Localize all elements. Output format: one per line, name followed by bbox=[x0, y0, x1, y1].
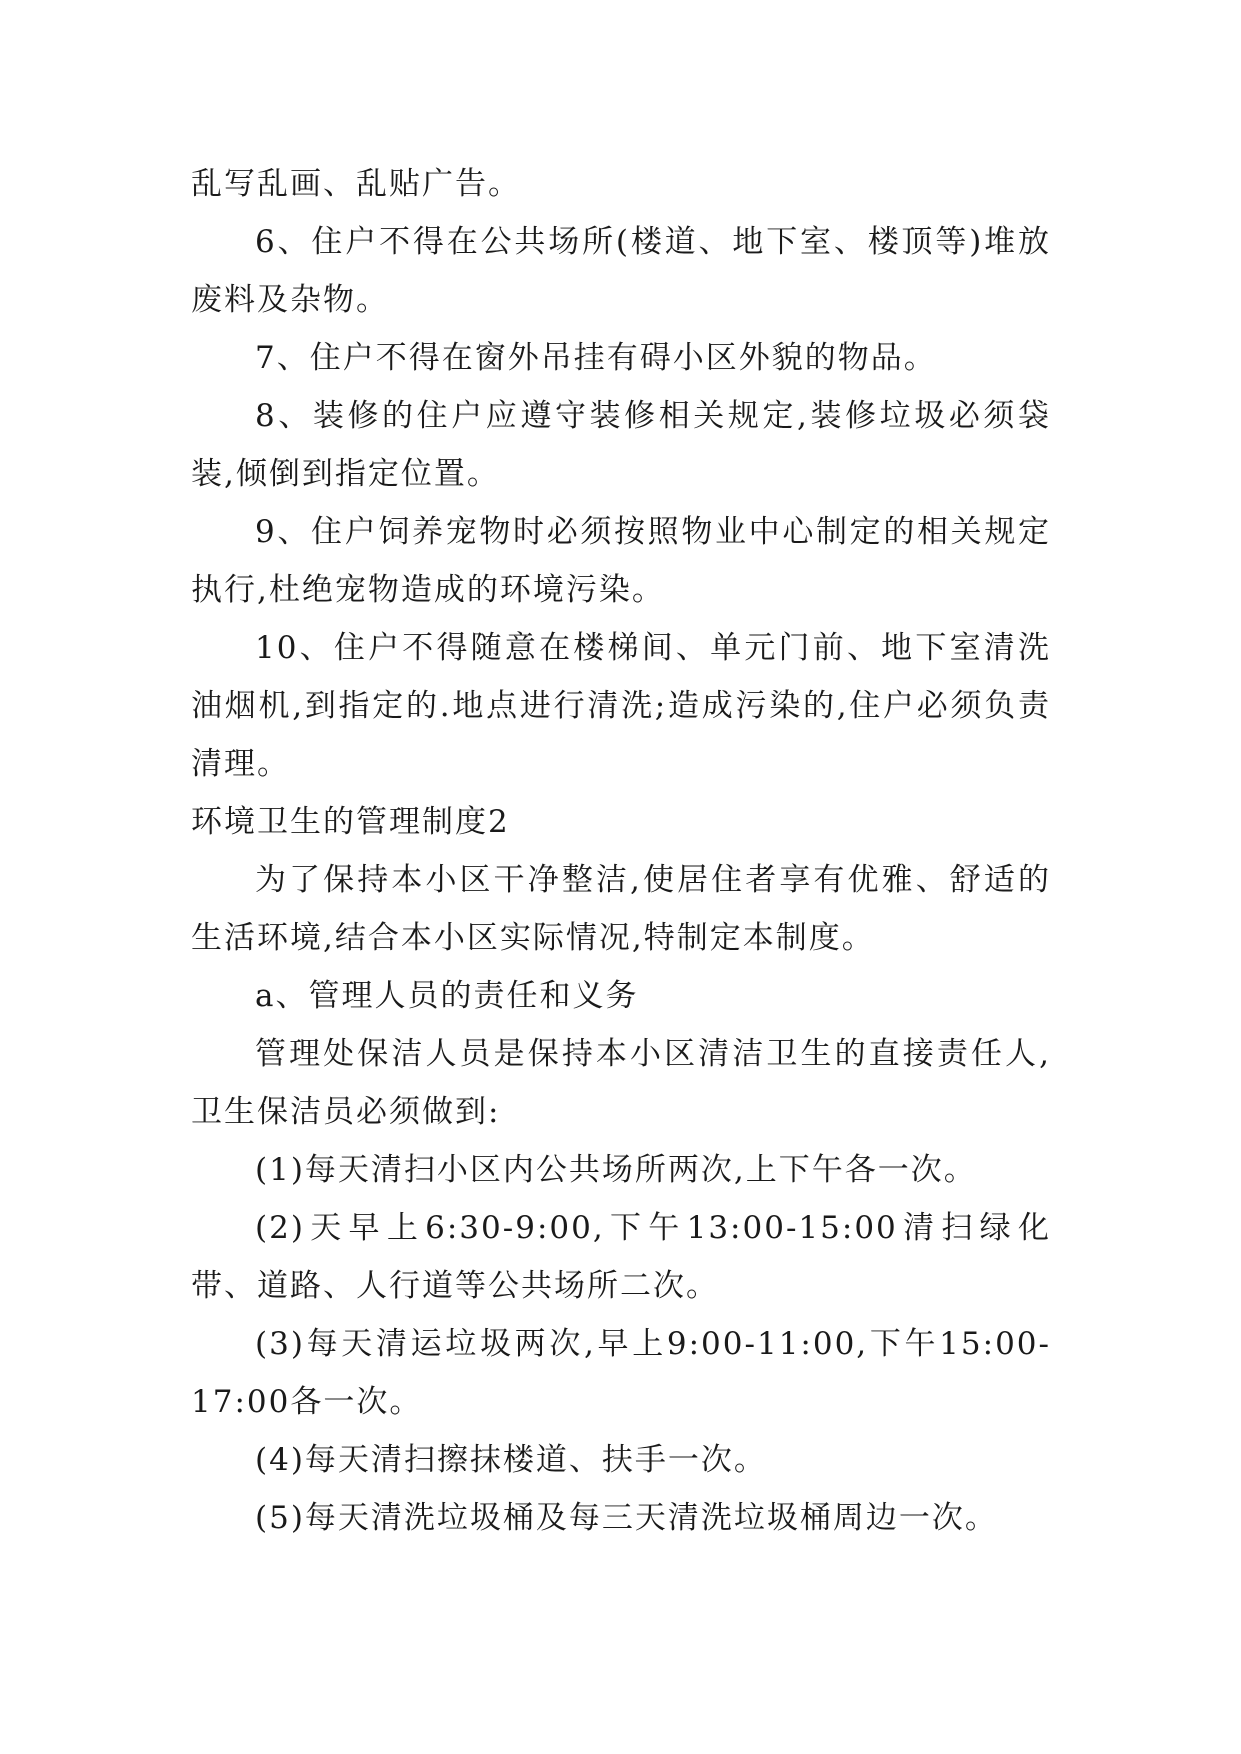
paragraph-item-9: 9、住户饲养宠物时必须按照物业中心制定的相关规定执行,杜绝宠物造成的环境污染。 bbox=[191, 514, 1051, 608]
paragraph-continuation: 乱写乱画、乱贴广告。 bbox=[191, 166, 521, 202]
duty-item-3: (3)每天清运垃圾两次,早上9:00-11:00,下午15:00-17:00各一次。 bbox=[191, 1326, 1051, 1420]
subheading-a: a、管理人员的责任和义务 bbox=[255, 978, 639, 1014]
duty-item-5: (5)每天清洗垃圾桶及每三天清洗垃圾桶周边一次。 bbox=[255, 1500, 998, 1536]
paragraph-item-8: 8、装修的住户应遵守装修相关规定,装修垃圾必须袋装,倾倒到指定位置。 bbox=[191, 398, 1051, 492]
duty-item-1: (1)每天清扫小区内公共场所两次,上下午各一次。 bbox=[255, 1152, 977, 1188]
duty-item-2: (2)天早上6:30-9:00,下午13:00-15:00清扫绿化带、道路、人行道等公共场所二次。 bbox=[191, 1210, 1051, 1304]
paragraph-cleaner-duties: 管理处保洁人员是保持本小区清洁卫生的直接责任人,卫生保洁员必须做到: bbox=[191, 1036, 1051, 1130]
paragraph-item-10: 10、住户不得随意在楼梯间、单元门前、地下室清洗油烟机,到指定的.地点进行清洗;造成污染的,住户必须负责清理。 bbox=[191, 630, 1051, 782]
paragraph-item-7: 7、住户不得在窗外吊挂有碍小区外貌的物品。 bbox=[255, 340, 937, 376]
paragraph-item-6: 6、住户不得在公共场所(楼道、地下室、楼顶等)堆放废料及杂物。 bbox=[191, 224, 1051, 318]
duty-item-4: (4)每天清扫擦抹楼道、扶手一次。 bbox=[255, 1442, 767, 1478]
document-body bbox=[191, 155, 1051, 1547]
paragraph-intro: 为了保持本小区干净整洁,使居住者享有优雅、舒适的生活环境,结合本小区实际情况,特制定本制度。 bbox=[191, 862, 1051, 956]
section-heading: 环境卫生的管理制度2 bbox=[191, 804, 510, 840]
